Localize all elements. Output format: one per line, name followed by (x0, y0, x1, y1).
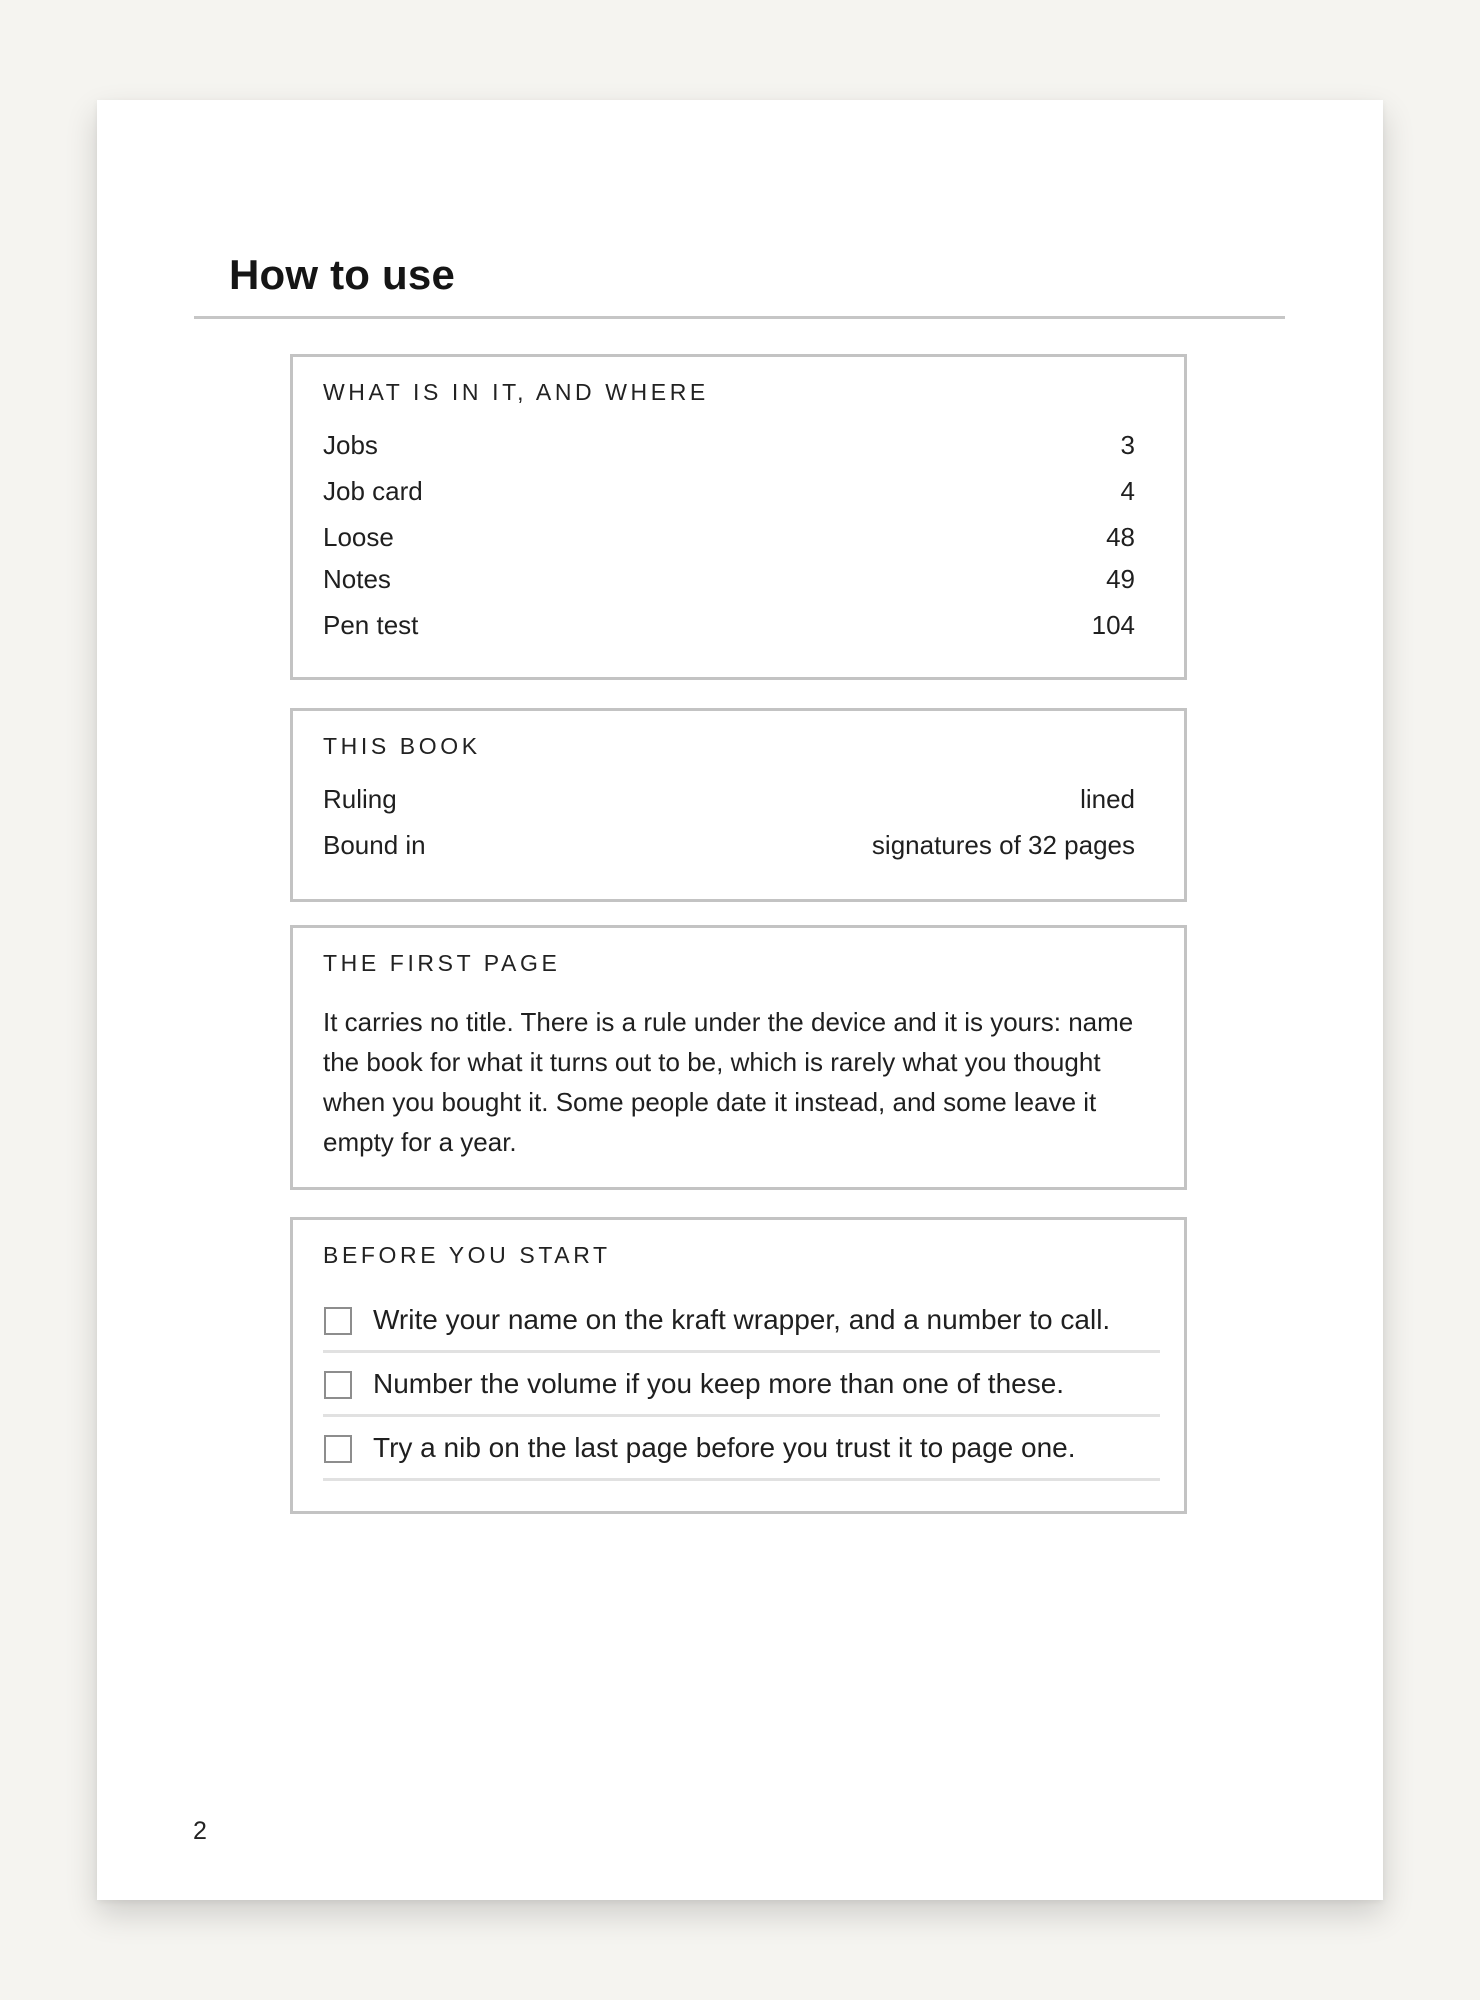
this-book-panel (290, 708, 1187, 902)
checklist-item[interactable] (323, 1289, 1160, 1353)
first-page-paragraph: It carries no title. There is a rule under the device and it is yours: name the book for what it turns out to be, which is rarely what you thought when you bought it. Some people date it instead, and some leave it empty for a year. (323, 1007, 1134, 1157)
contents-row-jobs (323, 427, 1135, 463)
this-book-row-label: Bound in (323, 830, 426, 860)
contents-row-label: Loose (323, 522, 394, 552)
contents-row-label: Job card (323, 476, 423, 506)
first-page-heading: THE FIRST PAGE (323, 950, 561, 976)
checkbox[interactable] (324, 1371, 352, 1399)
contents-row-loose (323, 519, 1135, 555)
contents-row-job-card (323, 473, 1135, 509)
page-title: How to use (229, 251, 456, 298)
contents-row-page: 48 (1106, 522, 1135, 552)
contents-row-pen-test (323, 607, 1135, 643)
contents-panel (290, 354, 1187, 680)
contents-row-label: Notes (323, 564, 391, 594)
this-book-row-label: Ruling (323, 784, 397, 814)
title-rule (194, 316, 1285, 319)
page-number: 2 (193, 1817, 207, 1845)
document-page (97, 100, 1383, 1900)
checklist-item[interactable] (323, 1417, 1160, 1481)
contents-row-page: 3 (1120, 430, 1135, 460)
checklist-item[interactable] (323, 1353, 1160, 1417)
this-book-heading: THIS BOOK (323, 733, 481, 759)
before-start-panel (290, 1217, 1187, 1514)
this-book-row-value: lined (1080, 784, 1135, 814)
this-book-row-value: signatures of 32 pages (871, 830, 1135, 860)
contents-row-label: Jobs (323, 430, 378, 460)
this-book-row-bound-in (323, 827, 1135, 863)
checklist-item-label: Try a nib on the last page before you trust it to page one. (373, 1432, 1076, 1463)
checklist-item-label: Write your name on the kraft wrapper, and a number to call. (373, 1304, 1111, 1335)
contents-row-page: 104 (1091, 610, 1135, 640)
contents-row-page: 49 (1106, 564, 1135, 594)
contents-row-label: Pen test (323, 610, 419, 640)
before-start-heading: BEFORE YOU START (323, 1242, 611, 1268)
contents-row-page: 4 (1120, 476, 1135, 506)
first-page-panel (290, 925, 1187, 1190)
checkbox[interactable] (324, 1307, 352, 1335)
contents-heading: WHAT IS IN IT, AND WHERE (323, 379, 709, 405)
contents-row-notes (323, 561, 1135, 597)
this-book-row-ruling (323, 781, 1135, 817)
checkbox[interactable] (324, 1435, 352, 1463)
checklist-item-label: Number the volume if you keep more than one of these. (373, 1368, 1065, 1399)
